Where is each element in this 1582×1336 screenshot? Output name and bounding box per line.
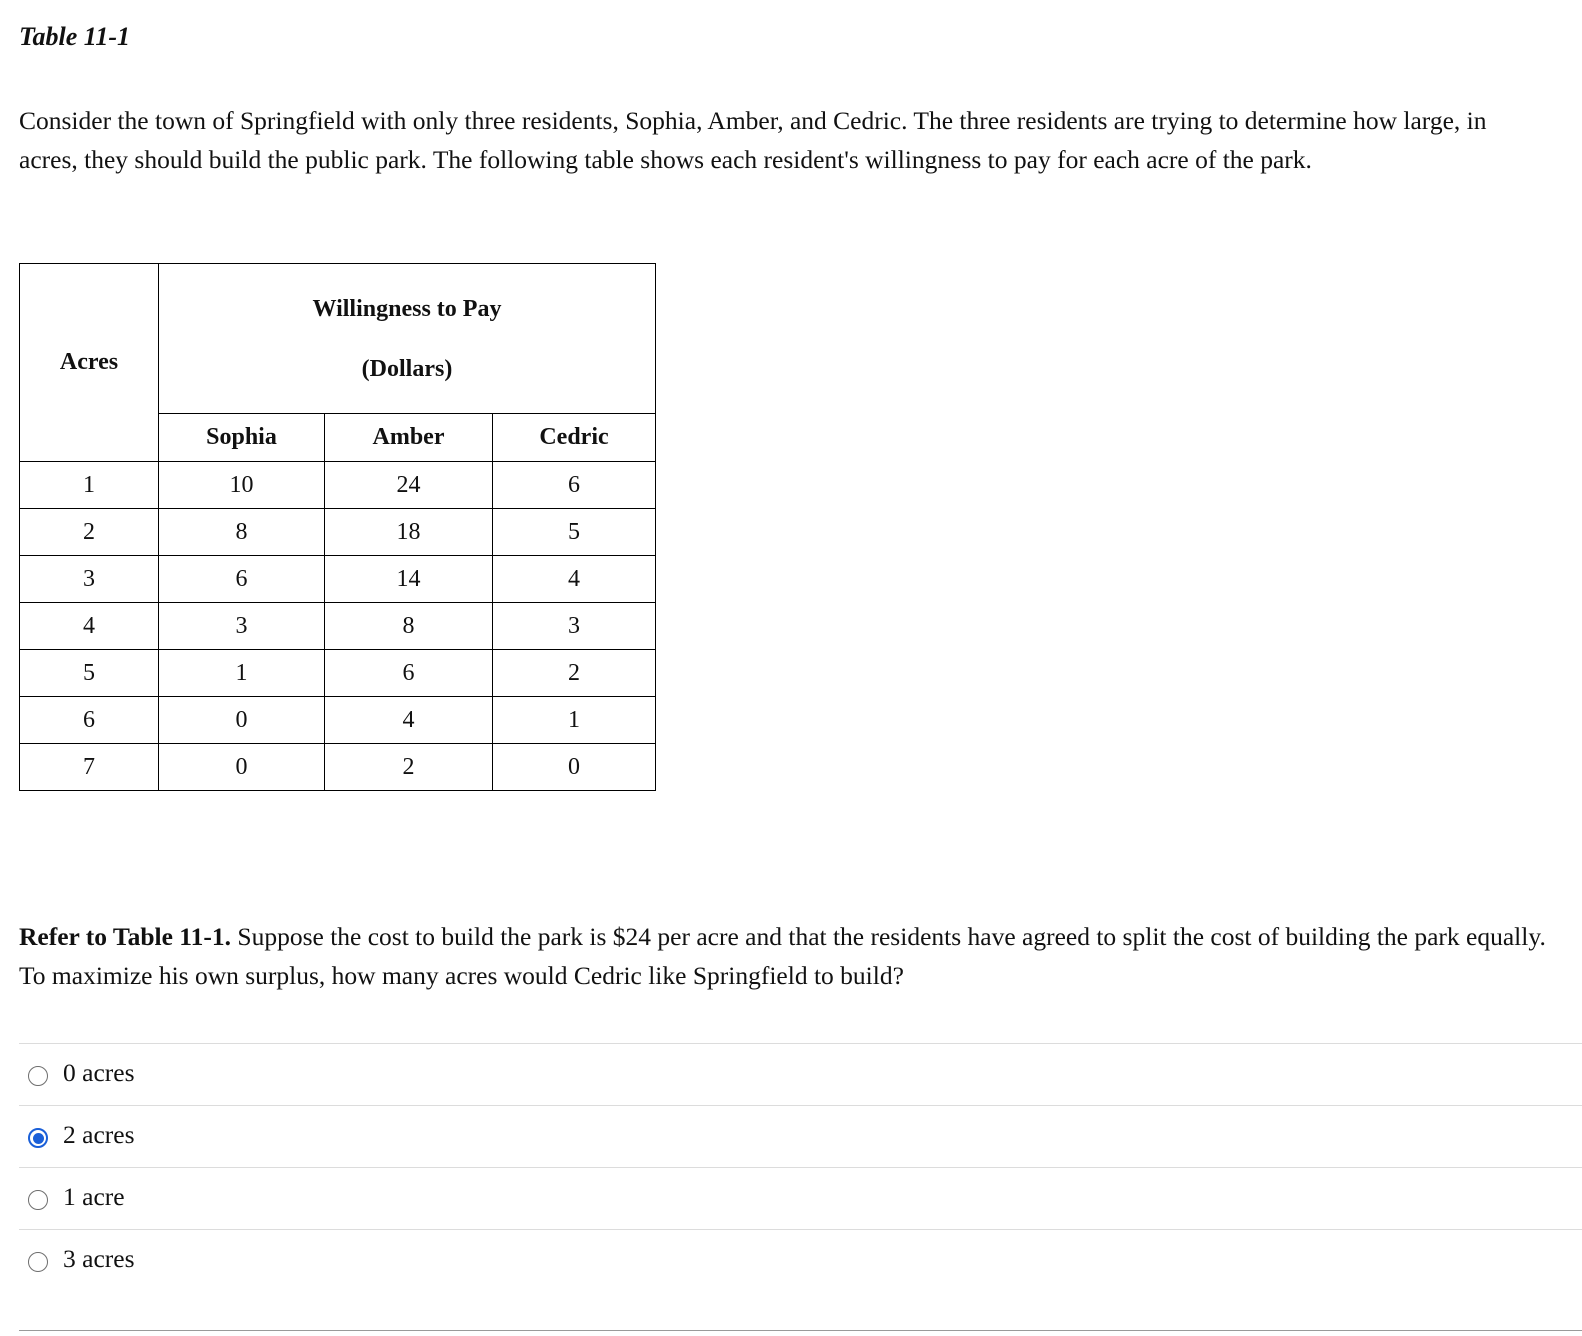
table-row <box>20 697 656 744</box>
cell-amber: 18 <box>325 509 493 556</box>
answer-option-1-acre[interactable] <box>19 1167 1582 1229</box>
cell-acres: 1 <box>20 462 159 509</box>
answer-option-0-acres[interactable] <box>19 1043 1582 1105</box>
cell-amber: 8 <box>325 603 493 650</box>
table-row <box>20 650 656 697</box>
table-row <box>20 509 656 556</box>
bottom-divider <box>19 1330 1582 1331</box>
cell-sophia: 3 <box>159 603 325 650</box>
cell-amber: 24 <box>325 462 493 509</box>
cell-cedric: 0 <box>493 744 656 791</box>
answer-options <box>19 1043 1582 1291</box>
cell-cedric: 3 <box>493 603 656 650</box>
cell-amber: 2 <box>325 744 493 791</box>
cell-cedric: 1 <box>493 697 656 744</box>
answer-option-label[interactable]: 2 acres <box>63 1120 135 1149</box>
column-header-amber: Amber <box>325 414 493 462</box>
answer-option-2-acres[interactable] <box>19 1105 1582 1167</box>
cell-cedric: 2 <box>493 650 656 697</box>
cell-sophia: 10 <box>159 462 325 509</box>
cell-sophia: 1 <box>159 650 325 697</box>
radio-button[interactable] <box>28 1190 48 1210</box>
acres-header: Acres <box>20 264 159 462</box>
cell-sophia: 8 <box>159 509 325 556</box>
answer-option-label[interactable]: 0 acres <box>63 1058 135 1087</box>
question-text <box>19 917 1549 995</box>
question-page <box>19 0 1582 1336</box>
table-title: Table 11-1 <box>19 22 130 51</box>
question-body: Suppose the cost to build the park is $24 per acre and that the residents have agreed to split the cost of building the park equally. To maximize his own surplus, how many acres would Cedric like Springfield to build? <box>19 922 1546 990</box>
table-row <box>20 744 656 791</box>
cell-amber: 4 <box>325 697 493 744</box>
cell-sophia: 0 <box>159 697 325 744</box>
cell-acres: 7 <box>20 744 159 791</box>
wtp-header <box>159 264 656 414</box>
column-header-cedric: Cedric <box>493 414 656 462</box>
cell-acres: 2 <box>20 509 159 556</box>
cell-amber: 6 <box>325 650 493 697</box>
cell-sophia: 0 <box>159 744 325 791</box>
column-header-sophia: Sophia <box>159 414 325 462</box>
cell-acres: 6 <box>20 697 159 744</box>
cell-cedric: 4 <box>493 556 656 603</box>
cell-cedric: 6 <box>493 462 656 509</box>
cell-amber: 14 <box>325 556 493 603</box>
answer-option-3-acres[interactable] <box>19 1229 1582 1291</box>
intro-paragraph: Consider the town of Springfield with only three residents, Sophia, Amber, and Cedric. The three residents are trying to determine how large, in acres, they should build the public park. The following table shows each resident's willingness to pay for each acre of the park. <box>19 106 1487 174</box>
cell-acres: 3 <box>20 556 159 603</box>
cell-sophia: 6 <box>159 556 325 603</box>
wtp-header-title: Willingness to Pay <box>312 295 502 322</box>
answer-option-label[interactable]: 1 acre <box>63 1182 125 1211</box>
table-row <box>20 462 656 509</box>
radio-button[interactable] <box>28 1252 48 1272</box>
question-reference: Refer to Table 11-1. <box>19 922 232 951</box>
cell-acres: 5 <box>20 650 159 697</box>
cell-cedric: 5 <box>493 509 656 556</box>
table-row <box>20 556 656 603</box>
radio-button-selected[interactable] <box>28 1128 48 1148</box>
willingness-to-pay-table <box>19 263 656 791</box>
cell-acres: 4 <box>20 603 159 650</box>
table-row <box>20 603 656 650</box>
answer-option-label[interactable]: 3 acres <box>63 1244 135 1273</box>
radio-button[interactable] <box>28 1066 48 1086</box>
wtp-header-units: (Dollars) <box>361 355 453 382</box>
